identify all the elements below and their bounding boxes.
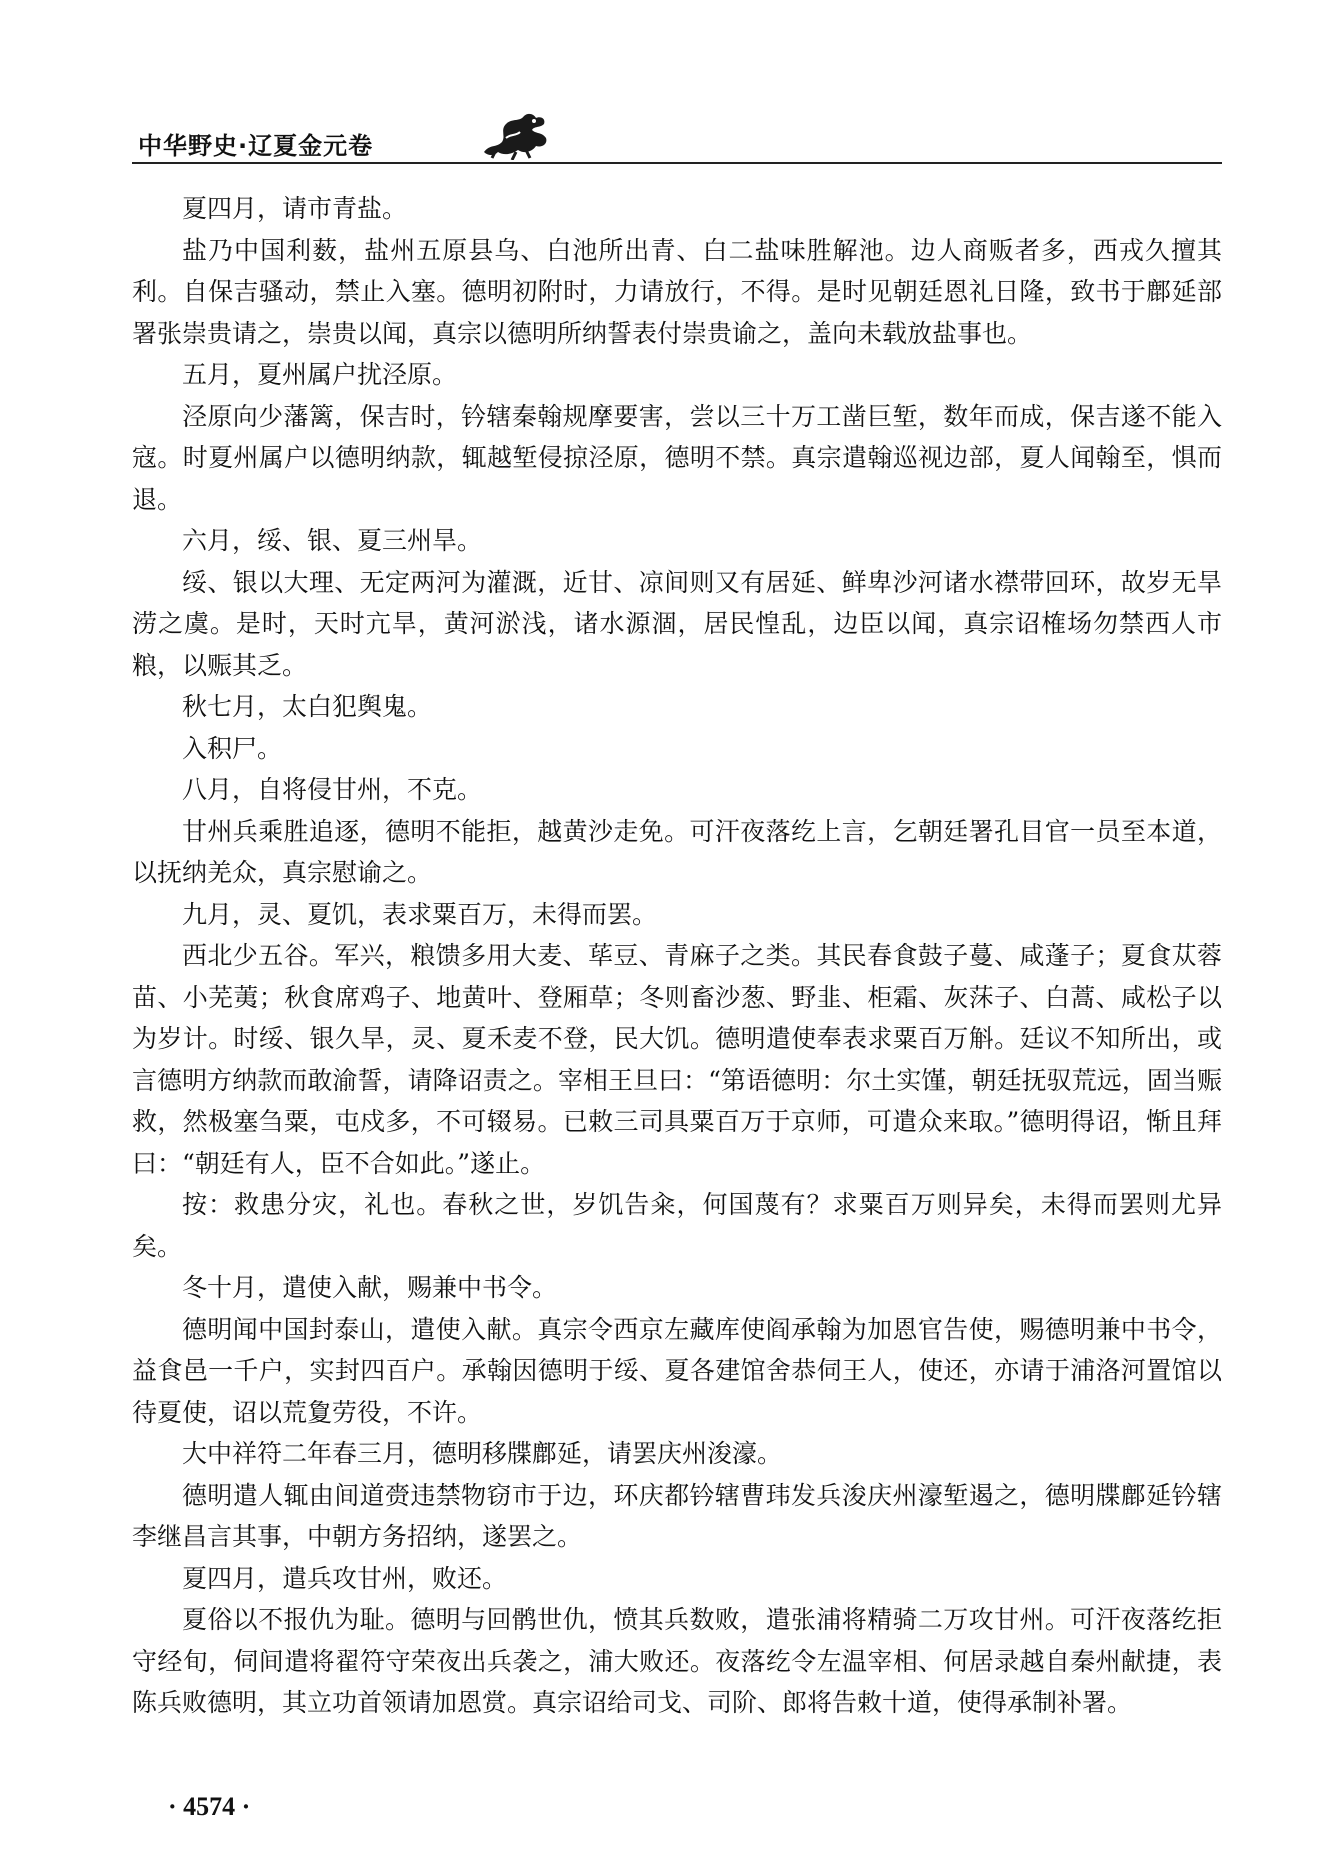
paragraph: 泾原向少藩篱，保吉时，钤辖秦翰规摩要害，尝以三十万工凿巨堑，数年而成，保吉遂不能入寇。时夏州属户以德明纳款，辄越堑侵掠泾原，德明不禁。真宗遣翰巡视边部，夏人闻翰至，惧而退。 bbox=[132, 401, 1222, 514]
paragraph: 甘州兵乘胜追逐，德明不能拒，越黄沙走免。可汗夜落纥上言，乞朝廷署孔目官一员至本道，以抚纳羌众，真宗慰谕之。 bbox=[132, 816, 1222, 887]
paragraph: 德明遣人辄由间道赍违禁物窃市于边，环庆都钤辖曹玮发兵浚庆州濠堑遏之，德明牒鄜延钤辖李继昌言其事，中朝方务招纳，遂罢之。 bbox=[132, 1480, 1222, 1551]
paragraph: 五月，夏州属户扰泾原。 bbox=[182, 360, 458, 389]
paragraph: 八月，自将侵甘州，不克。 bbox=[182, 775, 483, 804]
dragon-emblem-icon bbox=[476, 108, 554, 160]
paragraph: 德明闻中国封泰山，遣使入献。真宗令西京左藏库使阎承翰为加恩官告使，赐德明兼中书令，益食邑一千户，实封四百户。承翰因德明于绥、夏各建馆舍恭伺王人，使还，亦请于浦洛河置馆以待夏使，诏以荒夐劳役，不许。 bbox=[132, 1314, 1222, 1427]
paragraph: 绥、银以大理、无定两河为灌溉，近甘、凉间则又有居延、鲜卑沙河诸水襟带回环，故岁无旱涝之虞。是时，天时亢旱，黄河淤浅，诸水源涸，居民惶乱，边臣以闻，真宗诏榷场勿禁西人市粮，以赈其乏。 bbox=[132, 567, 1222, 680]
paragraph: 大中祥符二年春三月，德明移牒鄜延，请罢庆州浚濠。 bbox=[182, 1439, 783, 1468]
paragraph: 按：救患分灾，礼也。春秋之世，岁饥告籴，何国蔑有？求粟百万则异矣，未得而罢则尤异矣。 bbox=[132, 1190, 1222, 1261]
page-number: · 4574 · bbox=[168, 1792, 251, 1821]
header-rule bbox=[132, 162, 1222, 164]
paragraph: 夏四月，请市青盐。 bbox=[182, 194, 408, 223]
body-text bbox=[132, 188, 1222, 1724]
paragraph: 六月，绥、银、夏三州旱。 bbox=[182, 526, 483, 555]
paragraph: 夏俗以不报仇为耻。德明与回鹘世仇，愤其兵数败，遣张浦将精骑二万攻甘州。可汗夜落纥拒守经旬，伺间遣将翟符守荣夜出兵袭之，浦大败还。夜落纥令左温宰相、何居录越自秦州献捷，表陈兵败德明，其立功首领请加恩赏。真宗诏给司戈、司阶、郎将告敕十道，使得承制补署。 bbox=[132, 1605, 1222, 1717]
paragraph: 夏四月，遣兵攻甘州，败还。 bbox=[182, 1563, 508, 1593]
running-header bbox=[132, 108, 1222, 160]
paragraph: 西北少五谷。军兴，粮馈多用大麦、荜豆、青麻子之类。其民春食鼓子蔓、咸蓬子；夏食苁蓉苗、小芜荑；秋食席鸡子、地黄叶、登厢草；冬则畜沙葱、野韭、柜霜、灰莯子、白蒿、咸松子以为岁计。时绥、银久旱，灵、夏禾麦不登，民大饥。德明遣使奉表求粟百万斛。廷议不知所出，或言德明方纳款而敢渝誓，请降诏责之。宰相王旦曰：“第语德明：尔土实馑，朝廷抚驭荒远，固当赈救，然极塞刍粟，屯戍多，不可辍易。已敕三司具粟百万于京师，可遣众来取。”德明得诏，惭且拜曰：“朝廷有人，臣不合如此。”遂止。 bbox=[132, 941, 1222, 1178]
paragraph: 入积尸。 bbox=[182, 733, 283, 763]
paragraph: 九月，灵、夏饥，表求粟百万，未得而罢。 bbox=[182, 899, 658, 929]
paragraph: 秋七月，太白犯舆鬼。 bbox=[182, 692, 433, 721]
paragraph: 盐乃中国利薮，盐州五原县乌、白池所出青、白二盐味胜解池。边人商贩者多，西戎久擅其利。自保吉骚动，禁止入塞。德明初附时，力请放行，不得。是时见朝廷恩礼日隆，致书于鄜延部署张崇贵请之，崇贵以闻，真宗以德明所纳誓表付崇贵谕之，盖向未载放盐事也。 bbox=[132, 235, 1222, 348]
book-title: 中华野史·辽夏金元卷 bbox=[138, 132, 374, 160]
paragraph: 冬十月，遣使入献，赐兼中书令。 bbox=[182, 1273, 558, 1302]
